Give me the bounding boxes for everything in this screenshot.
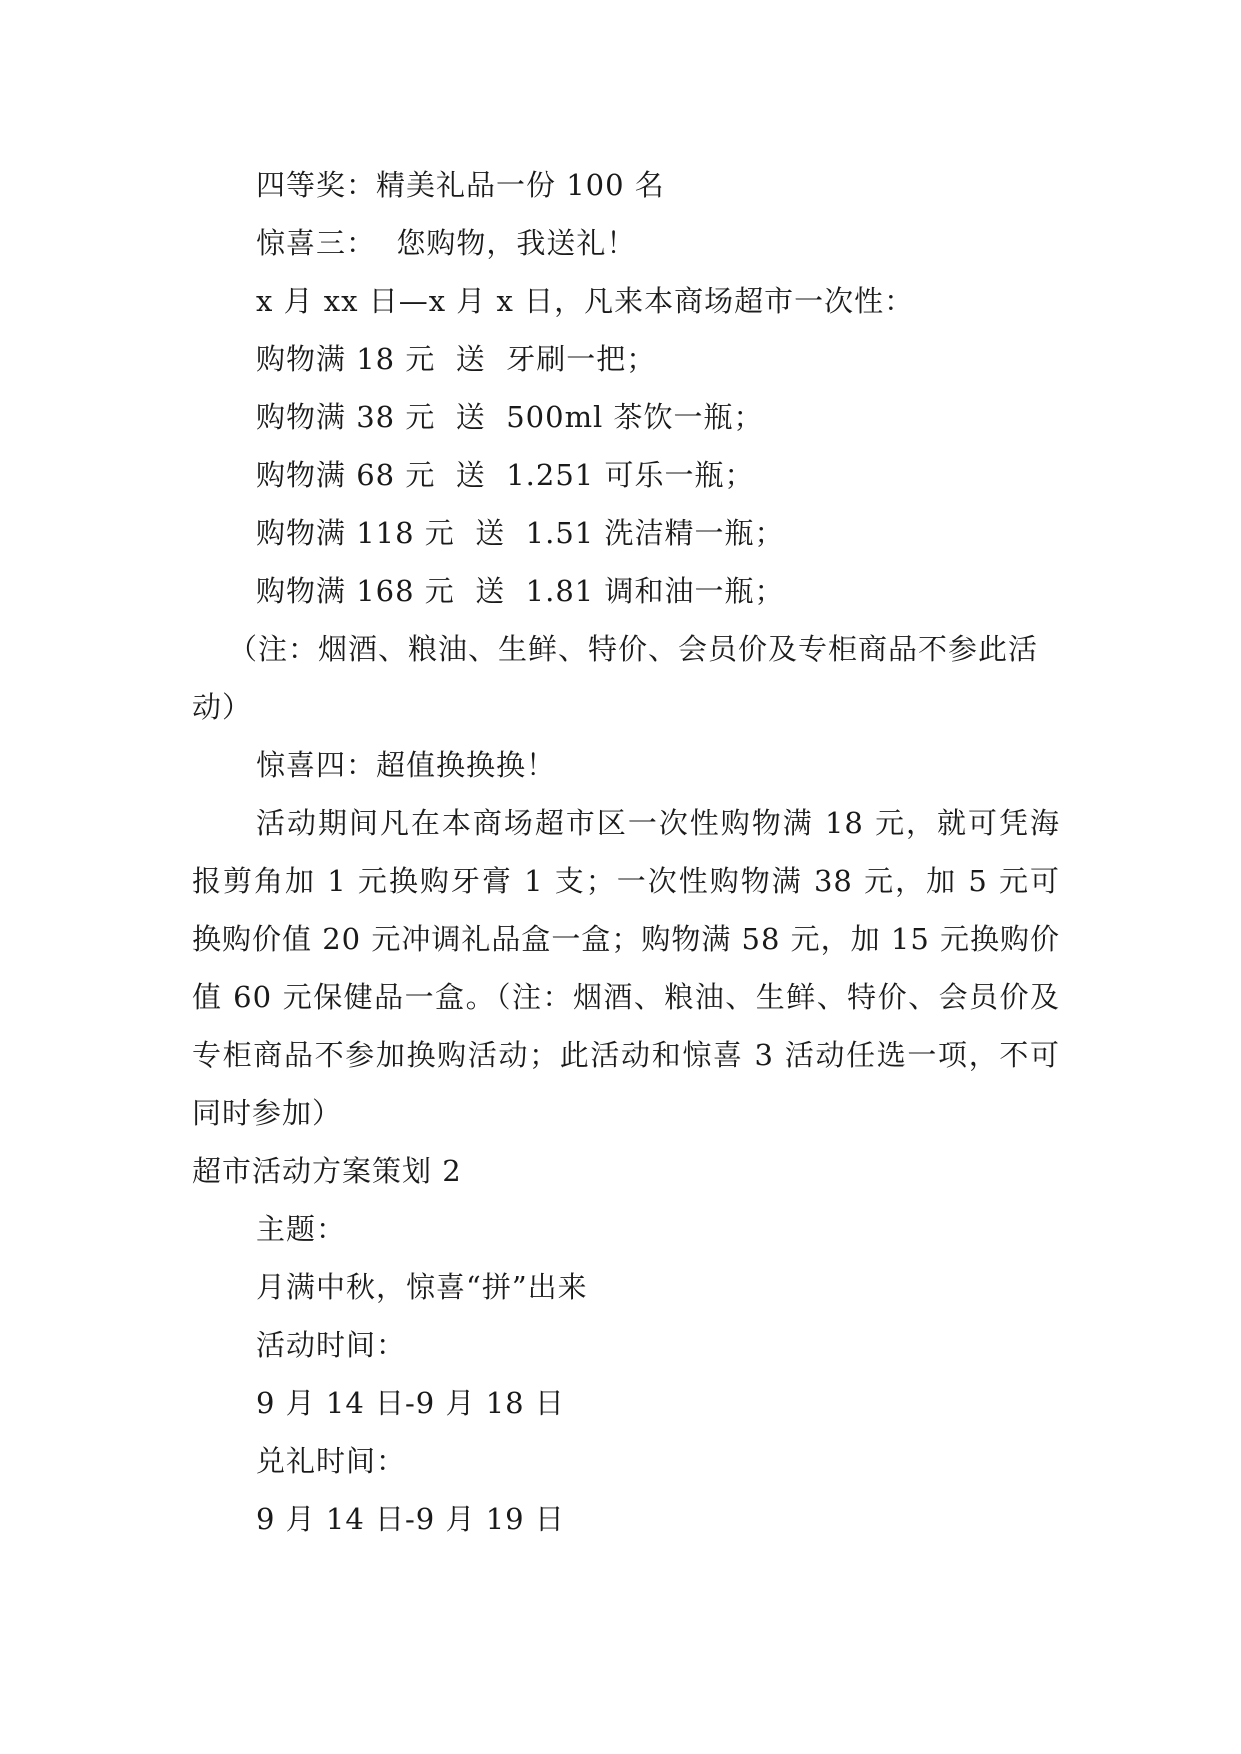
gift-tier-38: 购物满 38 元 送 500ml 茶饮一瓶； xyxy=(256,400,764,434)
event-time-value: 9 月 14 日-9 月 18 日 xyxy=(256,1386,565,1420)
redeem-time-label: 兑礼时间： xyxy=(256,1444,407,1478)
document-content xyxy=(192,156,1060,1548)
gift-tier-68: 购物满 68 元 送 1.251 可乐一瓶； xyxy=(256,458,755,492)
note-exclusions: （注：烟酒、粮油、生鲜、特价、会员价及专柜商品不参此活动） xyxy=(192,632,1039,724)
prize-fourth-line: 四等奖：精美礼品一份 100 名 xyxy=(256,168,665,202)
gift-tier-118: 购物满 118 元 送 1.51 洗洁精一瓶； xyxy=(256,516,785,550)
theme-label: 主题： xyxy=(256,1212,347,1246)
date-condition-line: x 月 xx 日—x 月 x 日，凡来本商场超市一次性： xyxy=(256,284,915,318)
gift-tier-18: 购物满 18 元 送 牙刷一把； xyxy=(256,342,657,376)
redeem-time-value: 9 月 14 日-9 月 19 日 xyxy=(256,1502,565,1536)
surprise-four-body: 活动期间凡在本商场超市区一次性购物满 18 元，就可凭海报剪角加 1 元换购牙膏 1 支；一次性购物满 38 元，加 5 元可换购价值 20 元冲调礼品盒一盒；购物满 58 元，加 15 元换购价值 60 元保健品一盒。（注：烟酒、粮油、生鲜、特价、会员价及专柜商品不参加换购活动；此活动和惊喜 3 活动任选一项，不可同时参加） xyxy=(192,806,1061,1130)
surprise-three-title: 惊喜三： 您购物，我送礼！ xyxy=(256,226,637,260)
event-time-label: 活动时间： xyxy=(256,1328,407,1362)
surprise-four-title: 惊喜四：超值换换换！ xyxy=(256,748,557,782)
gift-tier-168: 购物满 168 元 送 1.81 调和油一瓶； xyxy=(256,574,785,608)
section-heading: 超市活动方案策划 2 xyxy=(192,1154,462,1188)
theme-value: 月满中秋，惊喜“拼”出来 xyxy=(256,1270,588,1304)
